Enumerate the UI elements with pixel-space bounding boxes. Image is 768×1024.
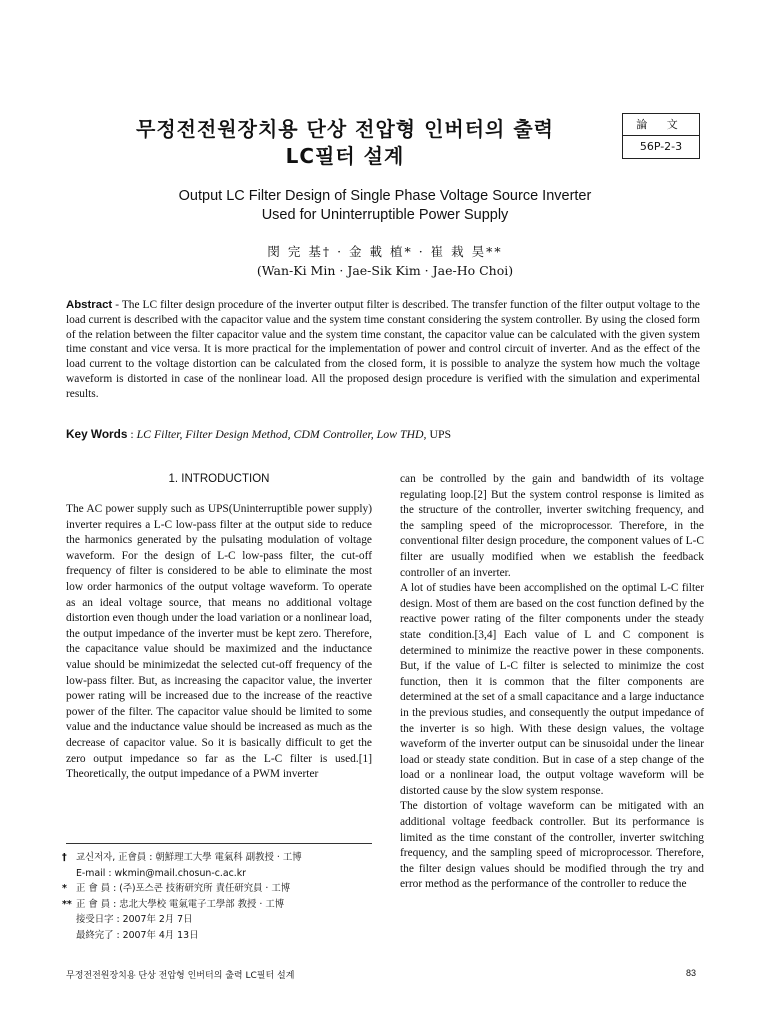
- footnotes: [62, 850, 382, 944]
- footnote: 最終完了 : 2007年 4月 13日: [76, 929, 199, 941]
- authors-roman: (Wan-Ki Min · Jae-Sik Kim · Jae-Ho Choi): [256, 263, 514, 278]
- english-title-line-1: Output LC Filter Design of Single Phase Voltage Source Inverter: [178, 188, 592, 204]
- body-paragraph: A lot of studies have been accomplished on the optimal L-C filter design. Most of them are based on the cost function defined by the reactive power rating of the filter components under the steady state condition.[3,4] Each value of L and C component is determined to minimize the reactive power in these components. But, if the value of L-C filter is selected to minimize the cost function, then it is common that the filter components are determined at the set of a small capacitance and a large inductance in the previous studies, and consequently the output impedance of the inverter is so high. With these design values, the voltage waveform of the inverter output can be sinusoidal under the linear load or steady state condition. But in case of a step change of the load or a nonlinear load, the output voltage waveform will be distorted cause by the slow system response.: [400, 582, 704, 797]
- body-column-right: [400, 472, 704, 893]
- footnote: ** 正 會 員 : 忠北大學校 電氣電子工學部 教授 · 工博: [62, 898, 285, 910]
- body-paragraph: The distortion of voltage waveform can be mitigated with an additional voltage feedback controller. But its performance is limited as the time constant of the controller, inverter switching frequency, and the sampling speed of microprocessor. Therefore, the filter design values should be modified through the try and error method as the performance of the controller to reduce the: [400, 800, 704, 891]
- footnote: † 교신저자, 正會員 : 朝鮮理工大學 電氣科 副教授 · 工博: [62, 852, 302, 863]
- paper-tag-box: [622, 113, 700, 159]
- abstract-label: Abstract: [66, 299, 113, 311]
- body-paragraph: The AC power supply such as UPS(Uninterruptible power supply) inverter requires a L-C low-pass filter at the output side to reduce the harmonics generated by the pulsating modulation of voltage waveform. For the design of L-C low-pass filter, the cut-off frequency of filter is considered to be able to eliminate the most low order harmonics of the output voltage waveform. To operate as an ideal voltage source, that means no additional voltage distortion even though under the load variation or a nonlinear load, the output impedance of the inverter must be kept zero. Therefore, the capacitance value should be maximized and the inductance value should be minimizedat the selected cut-off frequency of the low-pass filter. But, as increasing the capacitor value, the inverter power rating will be increased due to the increase of the reactive power of the filter. The capacitor value should be limited to some value and the inductance value should be increased as much as the decrease of capacitor value. So it is basically difficult to get the zero output impedance so far as the L-C filter is used.[1] Theoretically, the output impedance of a PWM inverter: [66, 503, 372, 781]
- footnote: 接受日字 : 2007年 2月 7日: [76, 914, 193, 926]
- running-footer-title: 무정전전원장치용 단상 전압형 인버터의 출력 LC필터 설계: [66, 971, 295, 981]
- keywords-last: UPS: [426, 427, 452, 441]
- keywords-terms: LC Filter, Filter Design Method, CDM Controller, Low THD,: [136, 427, 427, 441]
- keywords: [66, 427, 700, 442]
- footnote-divider: [66, 843, 372, 844]
- footnote: * 正 會 員 : (주)포스콘 技術研究所 責任研究員 · 工博: [62, 883, 291, 895]
- abstract: [66, 298, 700, 402]
- body-column-left: [66, 502, 372, 783]
- abstract-text: - The LC filter design procedure of the inverter output filter is described. The transfer function of the filter output voltage to the load current is described with the capacitor value and the system time constant considering the system controller. By using the closed form of the relation between the filter capacitor value and the system time constant, the capacitor value can be calculated with the given system time constant and vice versa. It is more practical for the implementation of power and control circuit of inverter. And as the effect of the load current to the voltage distortion can be calculated from the closed form, it is possible to analyze the system how much the voltage waveform is distorted in case of the nonlinear load. All the proposed design procedure is verified with the simulation and experimental results.: [66, 299, 700, 400]
- authors-hanja: 閔 完 基† · 金 載 植* · 崔 栽 昊**: [267, 244, 503, 259]
- keywords-label: Key Words: [66, 427, 128, 441]
- paper-code: 56P-2-3: [639, 140, 683, 153]
- paper-type-label: 論 文: [623, 114, 699, 136]
- korean-title-line-1: 무정전전원장치용 단상 전압형 인버터의 출력: [136, 117, 554, 141]
- korean-title-line-2: LC필터 설계: [285, 144, 405, 168]
- footnote: E-mail : wkmin@mail.chosun-c.ac.kr: [76, 867, 247, 879]
- page-number: 83: [686, 968, 697, 978]
- body-paragraph: can be controlled by the gain and bandwidth of its voltage regulating loop.[2] But the system control response is limited as the structure of the controller, inverter switching frequency, and the sampling speed of the microprocessor. Therefore, in the conventional filter design procedure, the component values of L-C filter are usually modified when we establish the feedback controller of an inverter.: [400, 473, 704, 579]
- section-heading: 1. INTRODUCTION: [168, 473, 270, 485]
- english-title-line-2: Used for Uninterruptible Power Supply: [261, 207, 509, 223]
- keywords-separator: :: [127, 427, 137, 441]
